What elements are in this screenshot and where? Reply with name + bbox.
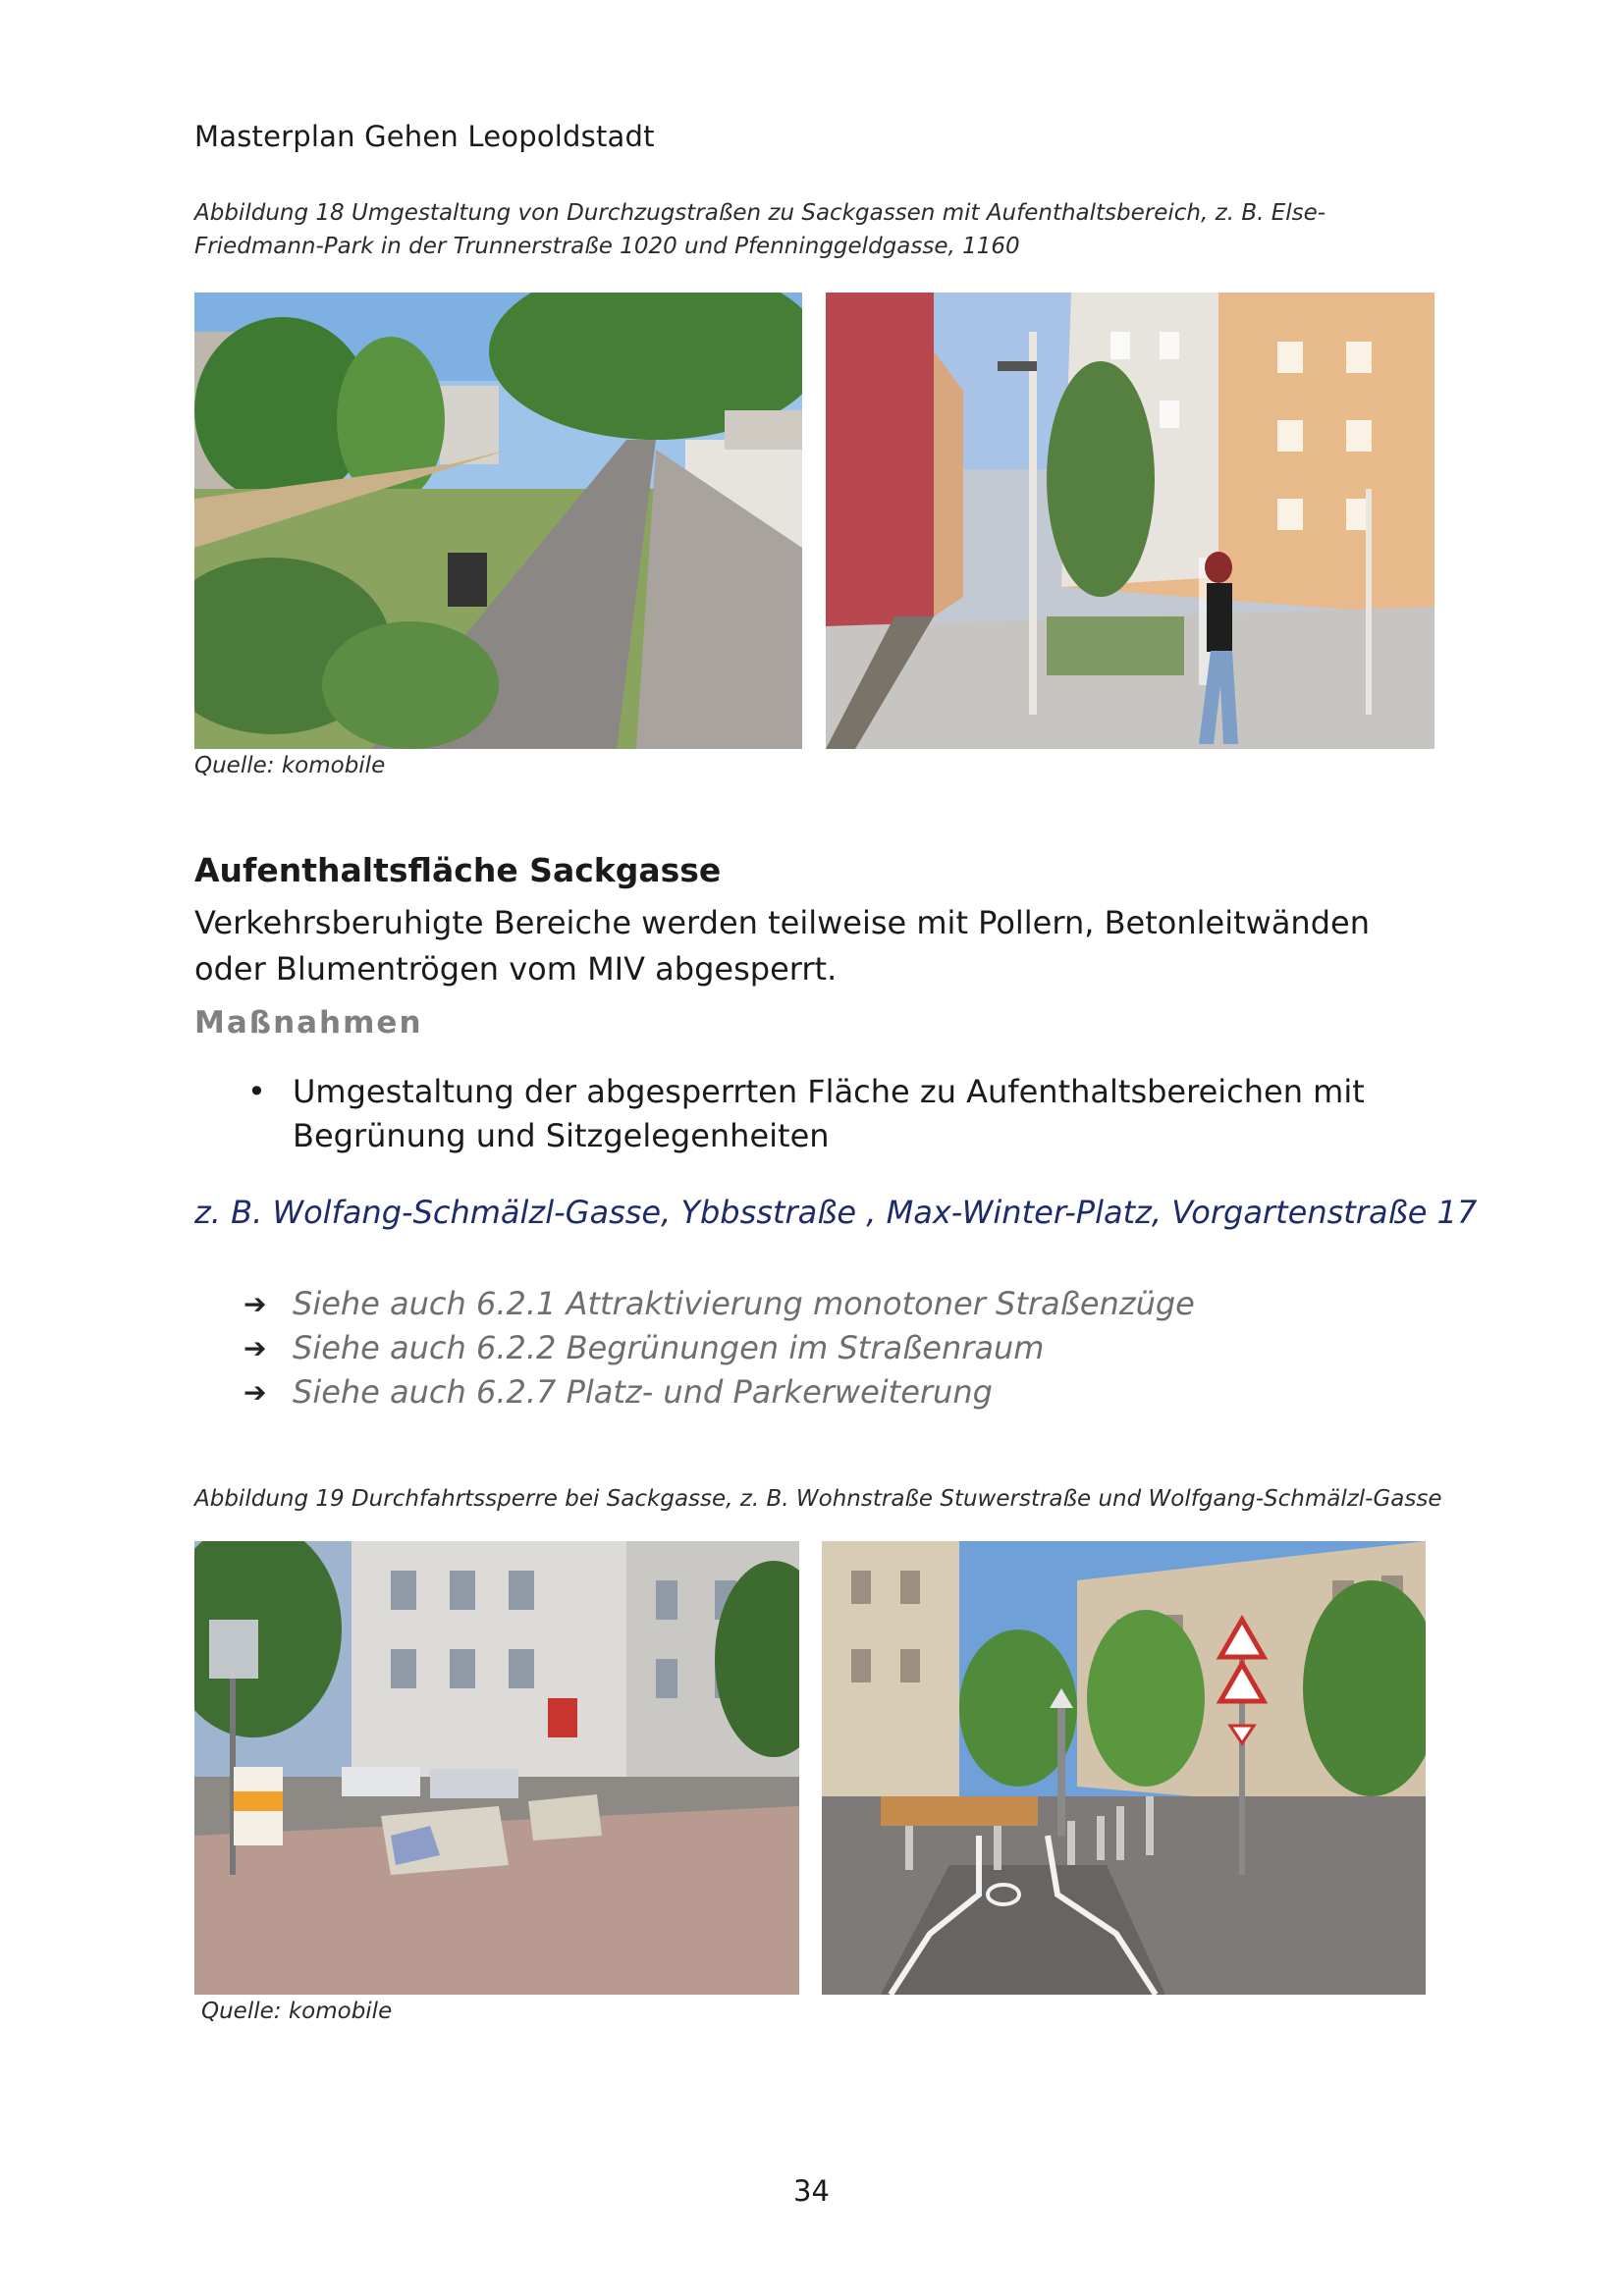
reference-link: Siehe auch 6.2.2 Begrünungen im Straßenraum (293, 1329, 1045, 1366)
figure-18-source: Quelle: komobile (194, 753, 386, 778)
arrow-right-icon: ➔ (243, 1332, 267, 1364)
list-item (243, 1070, 1402, 1158)
arrow-right-icon: ➔ (243, 1288, 267, 1320)
figure-19-source: Quelle: komobile (201, 1999, 393, 2024)
reference-link: Siehe auch 6.2.7 Platz- und Parkerweiterung (293, 1373, 993, 1411)
measures-list (243, 1070, 1402, 1158)
list-item (243, 1370, 1195, 1415)
figure-19-caption: Abbildung 19 Durchfahrtssperre bei Sackgasse, z. B. Wohnstraße Stuwerstraße und Wolfgang-Schmälzl-Gasse (194, 1486, 1442, 1512)
photo-concrete-barriers (194, 1541, 799, 1995)
photo-street-trees (826, 293, 1434, 749)
reference-list (243, 1282, 1195, 1415)
reference-link: Siehe auch 6.2.1 Attraktivierung monotoner Straßenzüge (293, 1285, 1195, 1322)
bullet-icon: • (247, 1073, 266, 1110)
list-item (243, 1326, 1195, 1370)
section-heading: Aufenthaltsfläche Sackgasse (194, 851, 722, 889)
examples-line: z. B. Wolfang-Schmälzl-Gasse, Ybbsstraße , Max-Winter-Platz, Vorgartenstraße 17 (194, 1194, 1478, 1231)
arrow-right-icon: ➔ (243, 1376, 267, 1409)
page-number: 34 (793, 2174, 830, 2208)
section-paragraph: Verkehrsberuhigte Bereiche werden teilweise mit Pollern, Betonleitwänden oder Blumentrögen vom MIV abgesperrt. (194, 904, 1370, 988)
photo-bollards-signs (822, 1541, 1426, 1995)
list-item (243, 1282, 1195, 1326)
document-header: Masterplan Gehen Leopoldstadt (194, 120, 655, 153)
measure-text: Umgestaltung der abgesperrten Fläche zu Aufenthaltsbereichen mit Begrünung und Sitzgelegenheiten (293, 1073, 1365, 1154)
figure-18-caption: Abbildung 18 Umgestaltung von Durchzugstraßen zu Sackgassen mit Aufenthaltsbereich, z. B. Else-Friedmann-Park in der Trunnerstraße 1020 und Pfenninggeldgasse, 1160 (194, 200, 1326, 259)
measures-heading: Maßnahmen (194, 1005, 423, 1041)
photo-park-path (194, 293, 802, 749)
